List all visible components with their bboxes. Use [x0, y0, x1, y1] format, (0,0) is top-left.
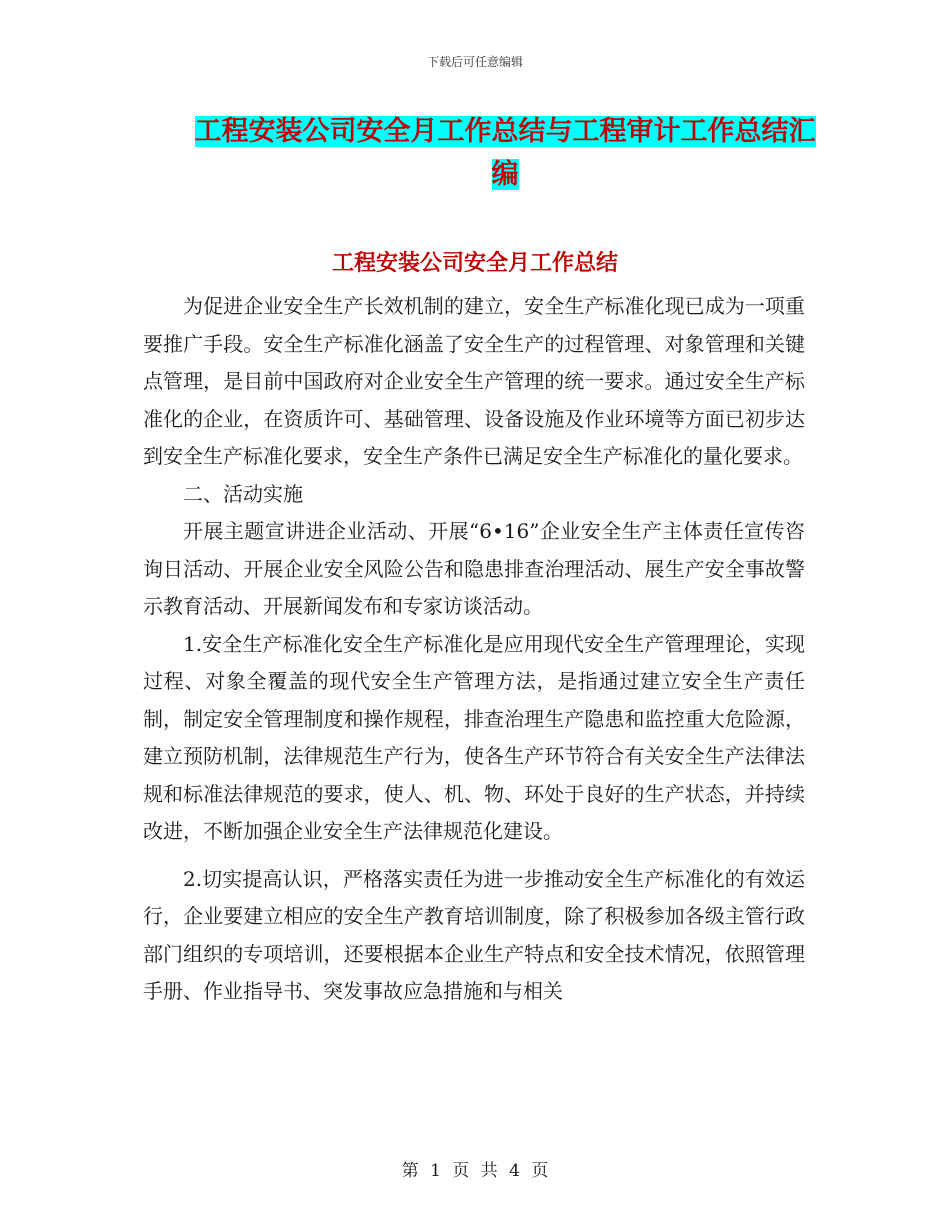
document-body: [143, 288, 805, 1011]
document-title-line1: 工程安装公司安全月工作总结与工程审计工作总结汇: [194, 116, 816, 147]
paragraph-item-1: 1.安全生产标准化安全生产标准化是应用现代安全生产管理理论，实现过程、对象全覆盖的现代安全生产管理方法，是指通过建立安全生产责任制，制定安全管理制度和操作规程，排查治理生产隐患和监控重大危险源，建立预防机制，法律规范生产行为，使各生产环节符合有关安全生产法律法规和标准法律规范的要求，使人、机、物、环处于良好的生产状态，并持续改进，不断加强企业安全生产法律规范化建设。: [143, 631, 805, 843]
paragraph-heading-activity: 二、活动实施: [183, 481, 303, 506]
document-title: [140, 110, 870, 196]
paragraph-intro: 为促进企业安全生产长效机制的建立，安全生产标准化现已成为一项重要推广手段。安全生产标准化涵盖了安全生产的过程管理、对象管理和关键点管理，是目前中国政府对企业安全生产管理的统一要求。通过安全生产标准化的企业，在资质许可、基础管理、设备设施及作业环境等方面已初步达到安全生产标准化要求，安全生产条件已满足安全生产标准化的量化要求。: [143, 294, 805, 468]
paragraph-item-2: 2.切实提高认识，严格落实责任为进一步推动安全生产标准化的有效运行，企业要建立相应的安全生产教育培训制度，除了积极参加各级主管行政部门组织的专项培训，还要根据本企业生产特点和安全技术情况，依照管理手册、作业指导书、突发事故应急措施和与相关: [143, 866, 805, 1003]
page-number: 第 1 页 共 4 页: [401, 1161, 549, 1181]
document-title-line2: 编: [491, 159, 519, 190]
header-note: 下载后可任意编辑: [426, 55, 523, 69]
paragraph-activities: 开展主题宣讲进企业活动、开展“6•16”企业安全生产主体责任宣传咨询日活动、开展企业安全风险公告和隐患排查治理活动、展生产安全事故警示教育活动、开展新闻发布和专家访谈活动。: [143, 519, 805, 618]
section-title: 工程安装公司安全月工作总结: [331, 251, 618, 276]
